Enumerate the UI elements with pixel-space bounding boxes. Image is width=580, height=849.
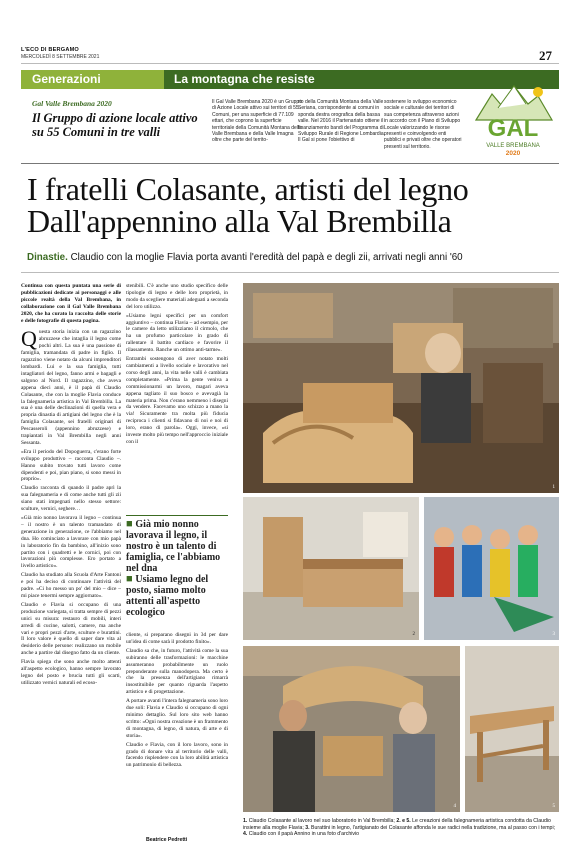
photo-bed xyxy=(243,497,419,640)
pull-quote-1: ■ Già mio nonno lavorava il legno, il nostro è un talento di famiglia, ce l'abbiamo nel dna xyxy=(126,515,228,574)
gal-column-2: rio della Comunità Montana della Valle Seriana, corrispondente ai comuni in sponda destra orografica della bassa valle. Nel 2016 il Partenariato ottiene il finanziamento bandi del Programma di Sviluppo Rurale di Regione Lombardia. Il Gal si pone l'obiettivo di xyxy=(298,99,385,144)
page-number: 27 xyxy=(539,48,552,63)
dek-kicker: Dinastie. xyxy=(27,252,68,263)
col1-para-3: Claudio racconta di quando il padre aprì la sua falegnameria e di come anche tutti gli zii siano stati impegnati nello stesso settore: sculture, vernici, seghere… xyxy=(21,485,121,513)
article-intro: Continua con questa puntata una serie di pubblicazioni dedicate ai personaggi e alle piccole realtà della Val Brembana, in collaborazione con il Gal Valle Brembana 2020, che ha curato la raccolta delle storie e delle fotografie di questa pagina. xyxy=(21,283,121,324)
col1-para-7: Flavia spiega che sono anche molto attenti all'aspetto ecologico, hanno sempre lavorato legno del posto e brucia tutti gli scarti, utilizzato vernici naturali ed ecoso- xyxy=(21,659,121,686)
article-column-2 xyxy=(126,283,228,448)
photo-archive xyxy=(243,646,460,812)
masthead-date: MERCOLEDÌ 8 SETTEMBRE 2021 xyxy=(21,54,100,60)
col3-para-3: A portare avanti l'intera falegnameria sono loro due soli: Flavia e Claudio si occupano di ogni minimo dettaglio. Sul loro sito web hanno scritto: «Ogni nostra creazione è un frammento di montagna, di legno, di natura, di arte e di storia». xyxy=(126,698,228,739)
photo-number-2: 2 xyxy=(412,632,415,637)
photo-table xyxy=(465,646,559,812)
gal-logo xyxy=(468,74,558,164)
photo-number-4: 4 xyxy=(453,804,456,809)
photo-number-1: 1 xyxy=(552,485,555,490)
col2-para-2: «Usiamo legni specifici per un comfort aggiuntivo – continua Flavia – ad esempio, per le camere da letto utilizziamo il cirmolo, che ha un profumo particolare in grado di rallentare il battito cardiaco e favorire il rilassamento. Ranche un ottimo anti-tarme». xyxy=(126,312,228,354)
col1-para-1: uesta storia inizia con un ragazzino abruzzese che intaglia il legno come pochi altri. La sua è una passione di famiglia, tramandata di padre in figlio. Il ragazzino viene notato da alcuni imprenditori lombardi. Lui e la sua famiglia, tutti intagliatori del legno, fanno armi e bagagli e salgono al Nord. Il ragazzino, che aveva appena dieci anni, è il papà di Claudio Colasante, che con la moglie Flavia conduce la falegnameria artistica in Val Brembilla. La sua è una delle declinazioni di quella vera e propria dinastia di artigiani del legno che è la famiglia Colasante, sei fratelli originari di Pescasseroli (appennino abruzzese) e trapiantati in Val Brembilla negli anni Sessanta. xyxy=(21,329,121,446)
col3-para-2: Claudio sa che, in futuro, l'attività come la sua subiranno delle trasformazioni: le macchine assumeranno probabilmente un ruolo preponderante sulla manodopera. Ma certo è che la presenza dell'artigiano rimarrà insostituibile per quanto riguarda l'aspetto artistico e di progettazione. xyxy=(126,647,228,696)
article-column-3 xyxy=(126,632,228,771)
photo-number-3: 3 xyxy=(552,632,555,637)
section-generazioni: Generazioni xyxy=(21,70,164,89)
gal-kicker: Gal Valle Brembana 2020 xyxy=(32,99,112,108)
drop-cap: Q xyxy=(21,326,37,352)
byline: Beatrice Pedretti xyxy=(146,837,188,843)
gal-logo-text: GAL xyxy=(487,115,539,142)
gal-column-1: Il Gal Valle Brembana 2020 è un Gruppo di Azione Locale attivo sui territori di 55 Comuni, per una superficie di 77.109 ettari, che coprono la superficie territoriale della Comunità Montana della Valle Brembana e della Valle Imagna oltre che parte del territo- xyxy=(212,99,302,144)
section-montagna: La montagna che resiste xyxy=(164,70,559,89)
headline xyxy=(27,173,557,237)
gal-column-3: sostenere lo sviluppo economico sociale e culturale dei territori di sua competenza attraverso azioni in accordo con il Piano di Sviluppo Locale valorizzando le risorse presenti e coinvolgendo enti pubblici e privati oltre che operatori presenti sul territorio. xyxy=(384,99,462,150)
col2-para-3: Entrambi sostengono di aver notato molti cambiamenti a livello sociale e lavorativo nel corso degli anni, la vita nelle valli è cambiata completamente. «Prima la gente veniva a commissionarmi un lavoro, magari aveva appena tagliato il suo bosco e avevagià la materia prima. Non c'erano nemmeno i disegni da vendere. Facevamo uno schizzo a mano la via! Sicuramente tra molta più fiducia reciproca i clienti si fidavano di noi e noi di loro, erano di parola». Oggi, invece, «si investe molto più tempo nell'approccio iniziale con il xyxy=(126,356,228,445)
gal-logo-sub1: VALLE BREMBANA xyxy=(486,143,540,149)
col1-para-5: Claudio ha studiato alla Scuola d'Arte Fantoni e poi ha deciso di continuare l'attività del padre. «Ci ho messo un po' del mio – dice – mi piace tenermi sempre aggiornato». xyxy=(21,572,121,599)
gal-box-divider xyxy=(21,163,559,164)
headline-line-2: Dall'appennino alla Val Brembilla xyxy=(27,203,452,239)
masthead-name: L'ECO DI BERGAMO xyxy=(21,47,79,53)
col1-para-6: Claudio e Flavia si occupano di una produzione variegata, si tratta sempre di pezzi unici su misura: restauro di mobili, interi arredi di cucine, salotti, camere, ma anche vari e propri pezzi d'arte, sculture e burattini. Il loro valore è quello di saper dare vita al desiderio delle persone: realizzano un mobile anche a partire dal disegno fatto da un cliente. xyxy=(21,601,121,657)
dek-text: Claudio con la moglie Flavia porta avanti l'eredità del papà e degli zii, arrivati negli anni '60 xyxy=(70,252,463,263)
pull-quote-2: ■ Usiamo legno del posto, siamo molto attenti all'aspetto ecologico xyxy=(126,573,209,618)
col2-para-1: stenibili. C'è anche uno studio specifico delle tipologie di legno e delle loro proprietà, in modo da scegliere materiali adeguati a seconda del loro utilizzo. xyxy=(126,283,228,310)
dek xyxy=(27,252,557,264)
headline-line-1: I fratelli Colasante, artisti del legno xyxy=(27,171,469,207)
photo-number-5: 5 xyxy=(552,804,555,809)
photo-puppets xyxy=(424,497,559,640)
gal-title: Il Gruppo di azione locale attivo su 55 Comuni in tre valli xyxy=(32,111,198,139)
gal-logo-sub2: 2020 xyxy=(505,150,521,157)
col1-para-2: «Era il periodo del Dopoguerra, c'erano forte sviluppo produttivo – racconta Claudio –. Hanno subito trovato tutti lavoro come dipendenti e poi, pian piano, si sono messi in proprio». xyxy=(21,448,121,483)
article-column-1 xyxy=(21,283,121,689)
header-divider xyxy=(21,63,559,64)
col3-para-1: cliente, si preparano disegni in 3d per dare un'idea di come sarà il prodotto finito». xyxy=(126,632,228,645)
dek-divider xyxy=(21,272,559,273)
photo-caption: 1. Claudio Colasante al lavoro nel suo laboratorio in Val Brembilla; 2. e 5. Le creazioni della falegnameria artistica condotta da Claudio insieme alla moglie Flavia; 3. Burattini in legno, l'artigianato dei Colasante affonda le sue radici nella tradizione, ma al passo con i tempi; 4. Claudio con il papà Annino in una foto d'archivio xyxy=(243,818,556,837)
col3-para-4: Claudio e Flavia, con il loro lavoro, sono in grado di donare vita al territorio delle valli, facendo risplendere con la loro abilità artistica un patrimonio di bellezza. xyxy=(126,741,228,769)
col1-para-4: «Già mio nonno lavorava il legno – continua – il nostro è un talento tramandato di generazione in generazione, ce l'abbiamo nel dna. Ho cominciato a lavorare con mio papà in laboratorio fin da bambino, all'inizio sono partito con i quadretti e le cornici, poi con lavorazioni più complesse. Ero portato a livello artistico». xyxy=(21,515,121,570)
photo-workshop xyxy=(243,283,559,493)
